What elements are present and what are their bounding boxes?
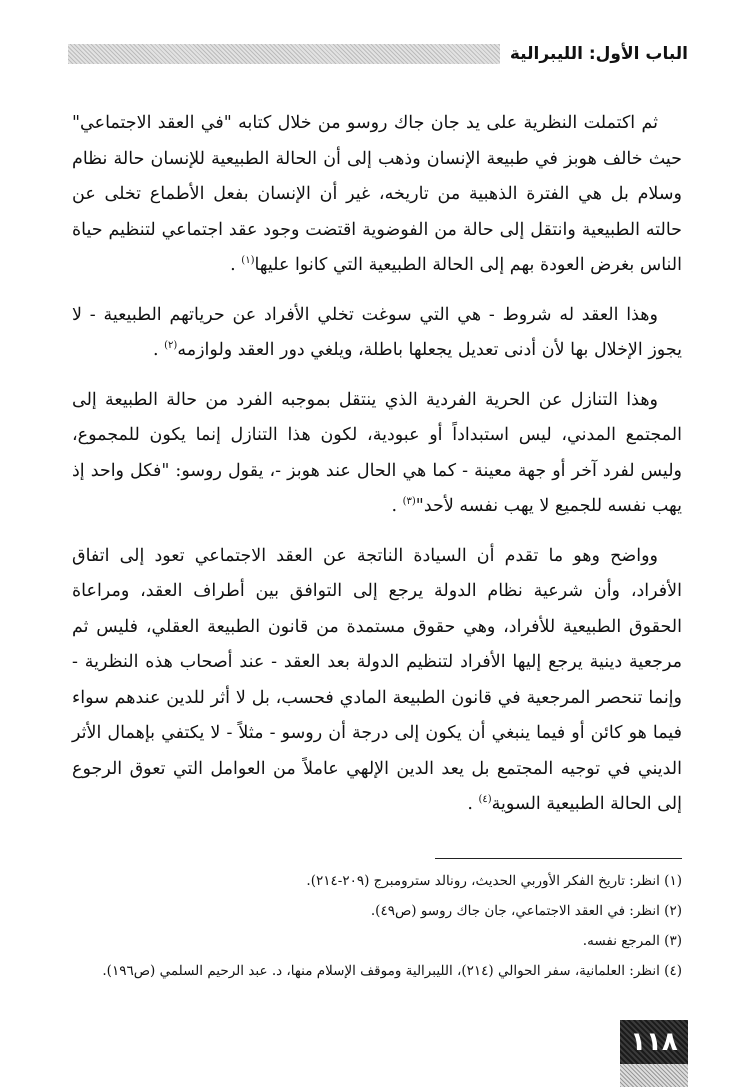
running-header	[68, 40, 688, 68]
main-text	[72, 106, 682, 837]
paragraph-text: ثم اكتملت النظرية على يد جان جاك روسو من خلال كتابه "في العقد الاجتماعي" حيث خالف هوبز في طبيعة الإنسان وذهب إلى أن الحالة الطبيعية للإنسان حالة نظام وسلام بل هي الفترة الذهبية من تاريخه، غير أن الإنسان بفعل الأطماع تخلى عن حالته الطبيعية وانتقل إلى حالة من الفوضوية اقتضت وجود عقد اجتماعي لتنظيم حياة الناس بغرض العودة بهم إلى الحالة الطبيعية التي كانوا عليها	[72, 113, 682, 275]
footnote-2: (٢) انظر: في العقد الاجتماعي، جان جاك روسو (ص٤٩).	[370, 903, 682, 919]
header-title: الباب الأول: الليبرالية	[500, 44, 688, 64]
footnote-ref: (٣)	[402, 496, 416, 508]
paragraph-text: وهذا التنازل عن الحرية الفردية الذي ينتقل بموجبه الفرد من حالة الطبيعة إلى المجتمع المدني، ليس استبداداً أو عبودية، لكون هذا التنازل إنما يكون للمجموع، وليس لفرد آخر أو جهة معينة - كما هي الحال عند هوبز -، يقول روسو: "فكل واحد إذ يهب نفسه للجميع لا يهب نفسه لأحد"	[72, 389, 682, 516]
footnotes	[72, 866, 682, 986]
paragraph-2	[72, 298, 682, 369]
paragraph-1	[72, 106, 682, 284]
footnote-divider	[435, 858, 682, 859]
paragraph-4	[72, 539, 682, 823]
paragraph-text: وهذا العقد له شروط - هي التي سوغت تخلي الأفراد عن حرياتهم الطبيعية - لا يجوز الإخلال بها لأن أدنى تعديل يجعلها باطلة، ويلغي دور العقد ولوازمه	[72, 304, 682, 360]
footnote-ref: (٤)	[478, 794, 492, 806]
page-number-pattern	[620, 1064, 688, 1087]
paragraph-end: .	[467, 794, 473, 814]
footnote-4: (٤) انظر: العلمانية، سفر الحوالي (٢١٤)، الليبرالية وموقف الإسلام منها، د. عبد الرحيم السلمي (ص١٩٦).	[102, 963, 682, 979]
paragraph-3	[72, 383, 682, 525]
footnote-ref: (٢)	[164, 340, 178, 352]
page-number	[620, 1020, 688, 1064]
page-number-text: ١١٨	[630, 1027, 678, 1057]
paragraph-end: .	[152, 340, 159, 360]
paragraph-end: .	[391, 496, 398, 516]
footnote-ref: (١)	[241, 255, 255, 267]
header-decorative-band	[68, 44, 500, 64]
paragraph-text: وواضح وهو ما تقدم أن السيادة الناتجة عن العقد الاجتماعي تعود إلى اتفاق الأفراد، وأن شرعية نظام الدولة يرجع إلى التوافق بين أطراف العقد، ومراعاة الحقوق الطبيعية للأفراد، وهي حقوق مستمدة من قانون الطبيعة العقلي، فليس ثم مرجعية دينية يرجع إليها الأفراد لتنظيم الدولة بعد العقد - عند أصحاب هذه النظرية - وإنما تنحصر المرجعية في قانون الطبيعة المادي فحسب، بل لا أثر للدين عندهم سواء فيما هو كائن أو فيما ينبغي أن يكون إلى درجة أن روسو - مثلاً - لا يكتفي بإهمال الأثر الديني في توجيه المجتمع بل يعد الدين الإلهي عاملاً من العوامل التي تعوق الرجوع إلى الحالة الطبيعية السوية	[72, 545, 682, 814]
paragraph-end: .	[230, 255, 236, 275]
footnote-3: (٣) المرجع نفسه.	[582, 933, 682, 949]
footnote-1: (١) انظر: تاريخ الفكر الأوربي الحديث، رونالد سترومبرج (٢٠٩-٢١٤).	[306, 873, 682, 889]
